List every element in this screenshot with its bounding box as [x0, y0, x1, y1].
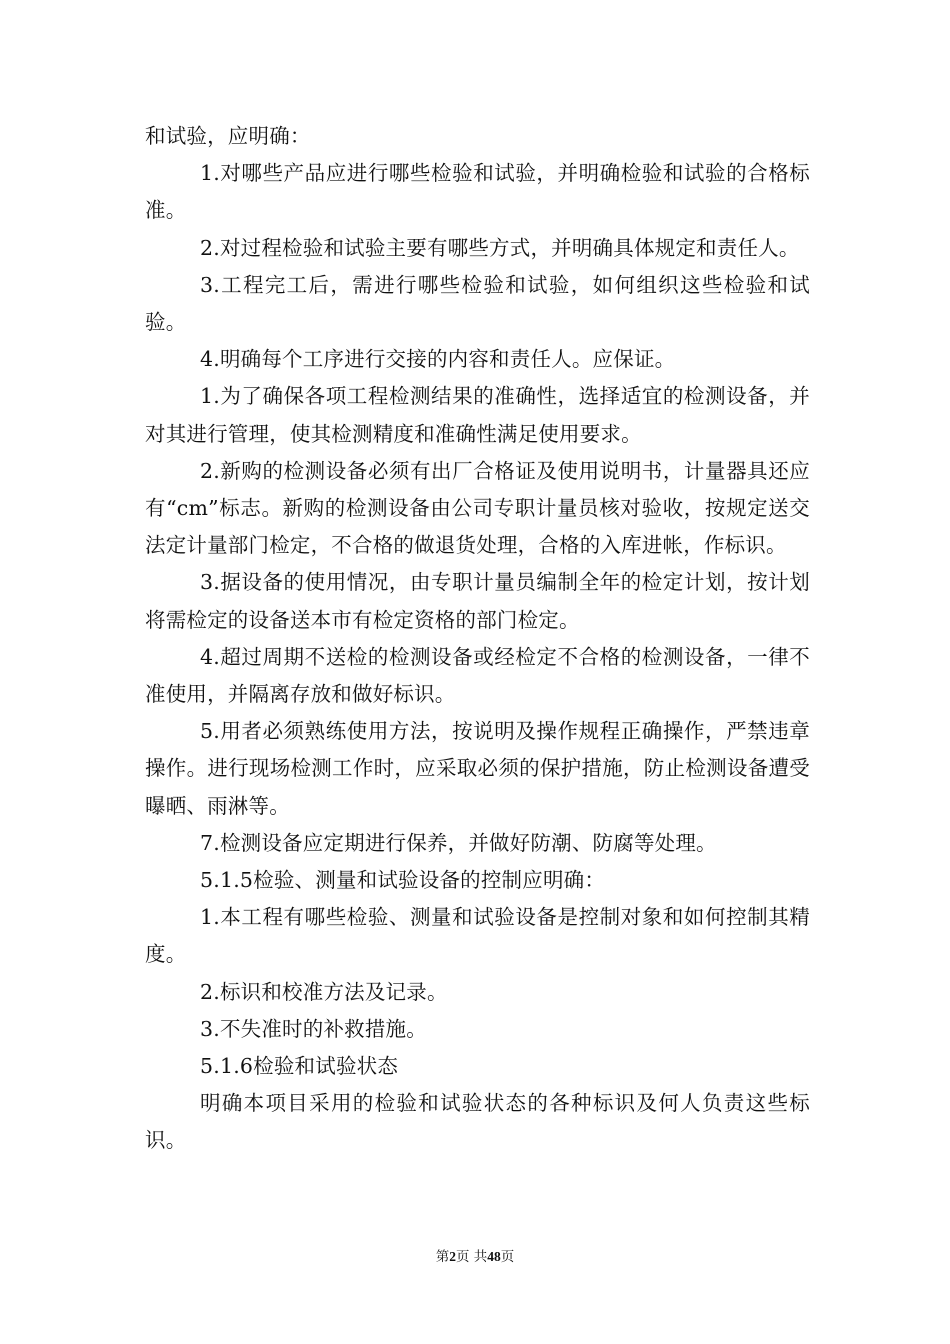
paragraph: 1.对哪些产品应进行哪些检验和试验，并明确检验和试验的合格标准。 — [145, 161, 810, 223]
current-page-number: 2 — [449, 1249, 456, 1264]
paragraph: 明确本项目采用的检验和试验状态的各种标识及何人负责这些标识。 — [145, 1091, 810, 1153]
paragraph: 3.不失准时的补救措施。 — [200, 1016, 427, 1041]
paragraph: 4.超过周期不送检的检测设备或经检定不合格的检测设备，一律不准使用，并隔离存放和做好标识。 — [145, 644, 810, 707]
section-heading: 5.1.5检验、测量和试验设备的控制应明确： — [200, 868, 606, 893]
footer-middle: 页 共 — [455, 1249, 488, 1265]
document-body — [145, 118, 810, 1160]
footer-prefix: 第 — [435, 1249, 450, 1265]
paragraph: 4.明确每个工序进行交接的内容和责任人。应保证。 — [200, 347, 676, 372]
page-footer — [0, 1248, 950, 1266]
paragraph: 1.本工程有哪些检验、测量和试验设备是控制对象和如何控制其精度。 — [145, 905, 810, 967]
section-heading: 5.1.6检验和试验状态 — [200, 1054, 399, 1079]
total-pages-number: 48 — [487, 1249, 501, 1264]
paragraph: 2.新购的检测设备必须有出厂合格证及使用说明书，计量器具还应有“cm”标志。新购的检测设备由公司专职计量员核对验收，按规定送交法定计量部门检定，不合格的做退货处理，合格的入库进帐，作标识。 — [145, 458, 810, 558]
paragraph: 1.为了确保各项工程检测结果的准确性，选择适宜的检测设备，并对其进行管理，使其检测精度和准确性满足使用要求。 — [145, 384, 810, 446]
paragraph: 和试验，应明确： — [145, 124, 311, 148]
paragraph: 2.对过程检验和试验主要有哪些方式，并明确具体规定和责任人。 — [200, 235, 800, 260]
paragraph: 3.工程完工后，需进行哪些检验和试验，如何组织这些检验和试验。 — [145, 272, 810, 335]
paragraph: 2.标识和校准方法及记录。 — [200, 979, 448, 1004]
paragraph: 3.据设备的使用情况，由专职计量员编制全年的检定计划，按计划将需检定的设备送本市有检定资格的部门检定。 — [145, 570, 810, 632]
paragraph: 5.用者必须熟练使用方法，按说明及操作规程正确操作，严禁违章操作。进行现场检测工作时，应采取必须的保护措施，防止检测设备遭受曝晒、雨淋等。 — [145, 719, 810, 818]
footer-suffix: 页 — [500, 1249, 515, 1265]
paragraph: 7.检测设备应定期进行保养，并做好防潮、防腐等处理。 — [200, 830, 717, 855]
